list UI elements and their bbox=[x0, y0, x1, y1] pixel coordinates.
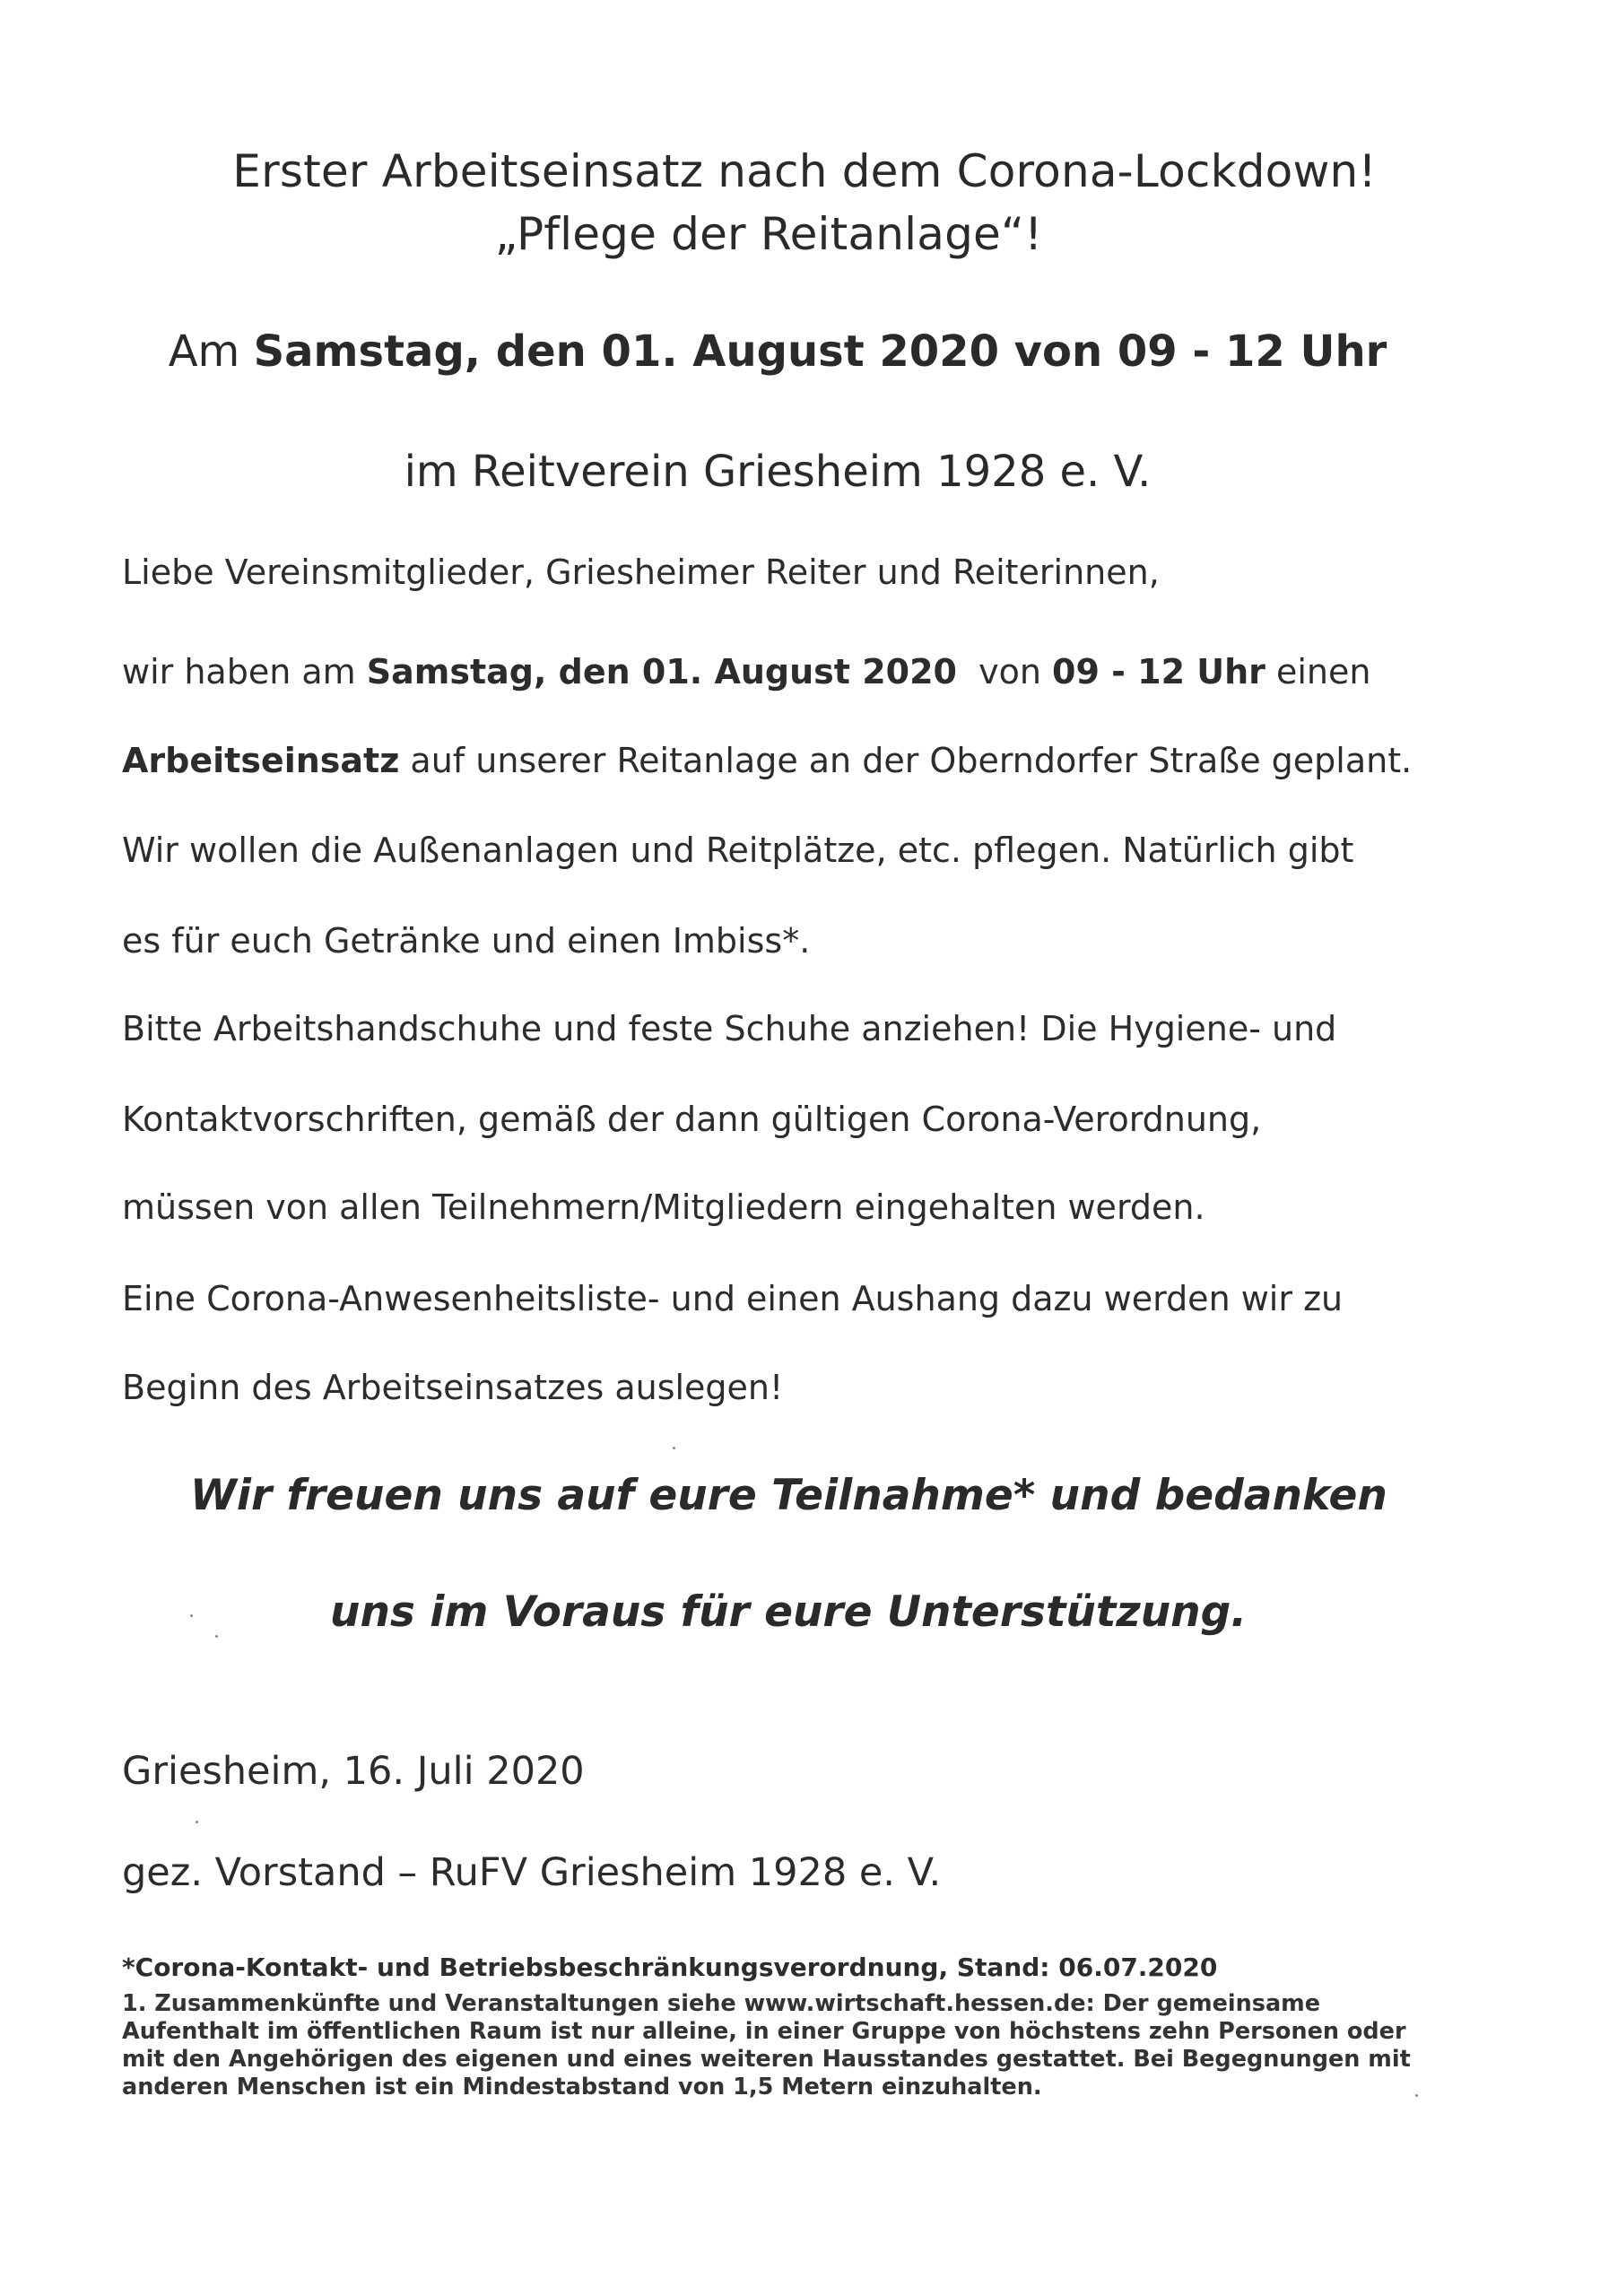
footnote-line-4: anderen Menschen ist ein Mindestabstand von 1,5 Metern einzuhalten. bbox=[122, 2074, 1042, 2100]
body-line-3-b: auf unserer Reitanlage an der Oberndorfer Straße geplant. bbox=[399, 741, 1413, 780]
body-line-6: Bitte Arbeitshandschuhe und feste Schuhe anziehen! Die Hygiene- und bbox=[122, 1009, 1337, 1048]
event-location: im Reitverein Griesheim 1928 e. V. bbox=[404, 447, 1152, 497]
signature: gez. Vorstand – RuFV Griesheim 1928 e. V. bbox=[122, 1850, 942, 1895]
closing-line-2: uns im Voraus für eure Unterstützung. bbox=[330, 1587, 1248, 1637]
body-line-2-c: von bbox=[956, 652, 1053, 691]
scan-speck bbox=[673, 1447, 675, 1449]
scan-speck bbox=[1415, 2094, 1418, 2097]
body-line-8: müssen von allen Teilnehmern/Mitgliedern eingehalten werden. bbox=[122, 1187, 1205, 1227]
scan-speck bbox=[190, 1614, 193, 1617]
body-line-3-a: Arbeitseinsatz bbox=[122, 741, 400, 780]
body-line-5: es für euch Getränke und einen Imbiss*. bbox=[122, 921, 811, 961]
body-line-10: Beginn des Arbeitseinsatzes auslegen! bbox=[122, 1368, 784, 1407]
body-line-4: Wir wollen die Außenanlagen und Reitplätze, etc. pflegen. Natürlich gibt bbox=[122, 831, 1354, 870]
body-line-2-a: wir haben am bbox=[122, 652, 367, 691]
footnote-line-2: Aufenthalt im öffentlichen Raum ist nur alleine, in einer Gruppe von höchstens zehn Personen oder bbox=[122, 2018, 1406, 2045]
body-line-9: Eine Corona-Anwesenheitsliste- und einen Aushang dazu werden wir zu bbox=[122, 1279, 1344, 1318]
event-date-prefix: Am bbox=[168, 326, 254, 377]
event-date bbox=[0, 326, 1582, 377]
body-line-7: Kontaktvorschriften, gemäß der dann gültigen Corona-Verordnung, bbox=[122, 1100, 1262, 1139]
title-line-2: „Pflege der Reitanlage“! bbox=[494, 208, 1043, 260]
title-line-1: Erster Arbeitseinsatz nach dem Corona-Lockdown! bbox=[232, 145, 1377, 197]
body-line-2 bbox=[122, 652, 1370, 691]
closing-line-1: Wir freuen uns auf eure Teilnahme* und bedanken bbox=[190, 1471, 1387, 1520]
body-line-2-e: einen bbox=[1265, 652, 1371, 691]
footnote-line-1: 1. Zusammenkünfte und Veranstaltungen siehe www.wirtschaft.hessen.de: Der gemeinsame bbox=[122, 1990, 1321, 2017]
greeting: Liebe Vereinsmitglieder, Griesheimer Reiter und Reiterinnen, bbox=[122, 552, 1160, 592]
body-line-2-b: Samstag, den 01. August 2020 bbox=[366, 652, 957, 691]
event-date-bold: Samstag, den 01. August 2020 von 09 - 12 Uhr bbox=[253, 326, 1387, 377]
body-line-2-d: 09 - 12 Uhr bbox=[1052, 652, 1265, 691]
scan-speck bbox=[215, 1635, 218, 1638]
place-date: Griesheim, 16. Juli 2020 bbox=[122, 1749, 585, 1794]
scan-speck bbox=[196, 1821, 198, 1823]
footnote-title: *Corona-Kontakt- und Betriebsbeschränkungsverordnung, Stand: 06.07.2020 bbox=[122, 1952, 1218, 1982]
body-line-3 bbox=[122, 741, 1412, 780]
footnote-line-3: mit den Angehörigen des eigenen und eines weiteren Hausstandes gestattet. Bei Begegnungen mit bbox=[122, 2046, 1411, 2073]
